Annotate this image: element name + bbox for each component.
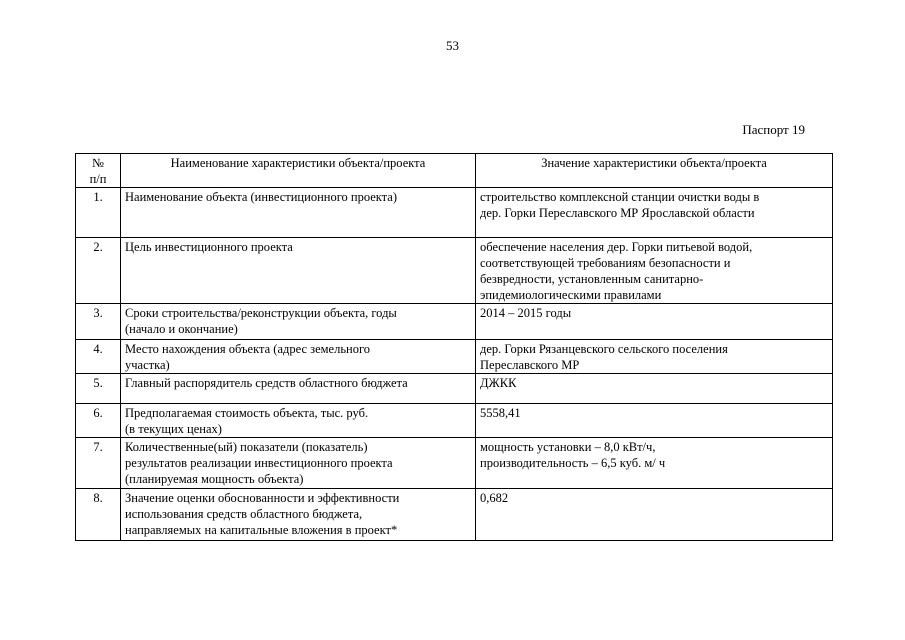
- row-number: 5.: [76, 374, 121, 404]
- row-characteristic-value-line: строительство комплексной станции очистки воды в: [480, 190, 760, 204]
- table-row: [76, 438, 833, 489]
- row-characteristic-name-line: участка): [125, 358, 170, 372]
- row-characteristic-name-line: Сроки строительства/реконструкции объекта, годы: [125, 306, 397, 320]
- row-characteristic-value: [476, 304, 833, 340]
- row-characteristic-name: [121, 238, 476, 304]
- row-characteristic-value: [476, 404, 833, 438]
- row-characteristic-value-line: обеспечение населения дер. Горки питьевой водой,: [480, 240, 753, 254]
- row-characteristic-name: [121, 438, 476, 489]
- table-row: [76, 489, 833, 541]
- row-number: 8.: [76, 489, 121, 541]
- table-row: [76, 340, 833, 374]
- row-characteristic-value-line: 5558,41: [480, 406, 521, 420]
- row-characteristic-value: [476, 489, 833, 541]
- row-characteristic-value-line: эпидемиологическими правилами: [480, 288, 662, 302]
- row-characteristic-value-line: мощность установки – 8,0 кВт/ч,: [480, 440, 656, 454]
- row-characteristic-value-line: ДЖКК: [480, 376, 517, 390]
- row-characteristic-name: [121, 489, 476, 541]
- row-characteristic-name-line: Наименование объекта (инвестиционного проекта): [125, 190, 398, 204]
- row-characteristic-name: [121, 404, 476, 438]
- row-characteristic-name-line: Предполагаемая стоимость объекта, тыс. руб.: [125, 406, 369, 420]
- table-row: [76, 188, 833, 238]
- row-characteristic-value: [476, 438, 833, 489]
- row-characteristic-value-line: безвредности, установленным санитарно-: [480, 272, 704, 286]
- row-characteristic-value: [476, 340, 833, 374]
- table-row: [76, 374, 833, 404]
- row-characteristic-name-line: (в текущих ценах): [125, 422, 222, 436]
- row-number: 2.: [76, 238, 121, 304]
- header-num-line1: №: [92, 156, 104, 170]
- row-characteristic-value-line: 0,682: [480, 491, 509, 505]
- passport-label: Паспорт 19: [742, 122, 805, 137]
- header-value: Значение характеристики объекта/проекта: [476, 154, 833, 188]
- row-characteristic-name-line: результатов реализации инвестиционного проекта: [125, 456, 393, 470]
- row-characteristic-name: [121, 188, 476, 238]
- row-number: 7.: [76, 438, 121, 489]
- table-row: [76, 304, 833, 340]
- page-number: 53: [446, 38, 459, 53]
- row-characteristic-value-line: соответствующей требованиям безопасности и: [480, 256, 731, 270]
- row-characteristic-value: [476, 238, 833, 304]
- header-name: Наименование характеристики объекта/проекта: [121, 154, 476, 188]
- passport-table: [75, 153, 833, 541]
- table-body: [76, 188, 833, 541]
- row-characteristic-name-line: Количественные(ый) показатели (показатель): [125, 440, 368, 454]
- row-characteristic-name-line: Значение оценки обоснованности и эффективности: [125, 491, 400, 505]
- row-characteristic-name-line: (начало и окончание): [125, 322, 238, 336]
- row-characteristic-name-line: Цель инвестиционного проекта: [125, 240, 293, 254]
- row-number: 6.: [76, 404, 121, 438]
- table-row: [76, 238, 833, 304]
- row-characteristic-name-line: использования средств областного бюджета,: [125, 507, 363, 521]
- table-header-row: [76, 154, 833, 188]
- row-number: 3.: [76, 304, 121, 340]
- row-characteristic-value-line: производительность – 6,5 куб. м/ ч: [480, 456, 666, 470]
- row-characteristic-value-line: Переславского МР: [480, 358, 580, 372]
- table-row: [76, 404, 833, 438]
- header-num-line2: п/п: [89, 172, 107, 186]
- row-characteristic-name: [121, 340, 476, 374]
- row-number: 1.: [76, 188, 121, 238]
- row-characteristic-name: [121, 304, 476, 340]
- row-characteristic-name-line: Главный распорядитель средств областного бюджета: [125, 376, 408, 390]
- header-num: [76, 154, 121, 188]
- row-characteristic-name-line: направляемых на капитальные вложения в проект*: [125, 523, 398, 537]
- row-characteristic-value: [476, 188, 833, 238]
- row-characteristic-name: [121, 374, 476, 404]
- row-characteristic-name-line: (планируемая мощность объекта): [125, 472, 304, 486]
- row-characteristic-name-line: Место нахождения объекта (адрес земельного: [125, 342, 371, 356]
- row-characteristic-value-line: дер. Горки Рязанцевского сельского поселения: [480, 342, 728, 356]
- row-characteristic-value-line: 2014 – 2015 годы: [480, 306, 572, 320]
- row-characteristic-value-line: дер. Горки Переславского МР Ярославской области: [480, 206, 755, 220]
- row-characteristic-value: [476, 374, 833, 404]
- row-number: 4.: [76, 340, 121, 374]
